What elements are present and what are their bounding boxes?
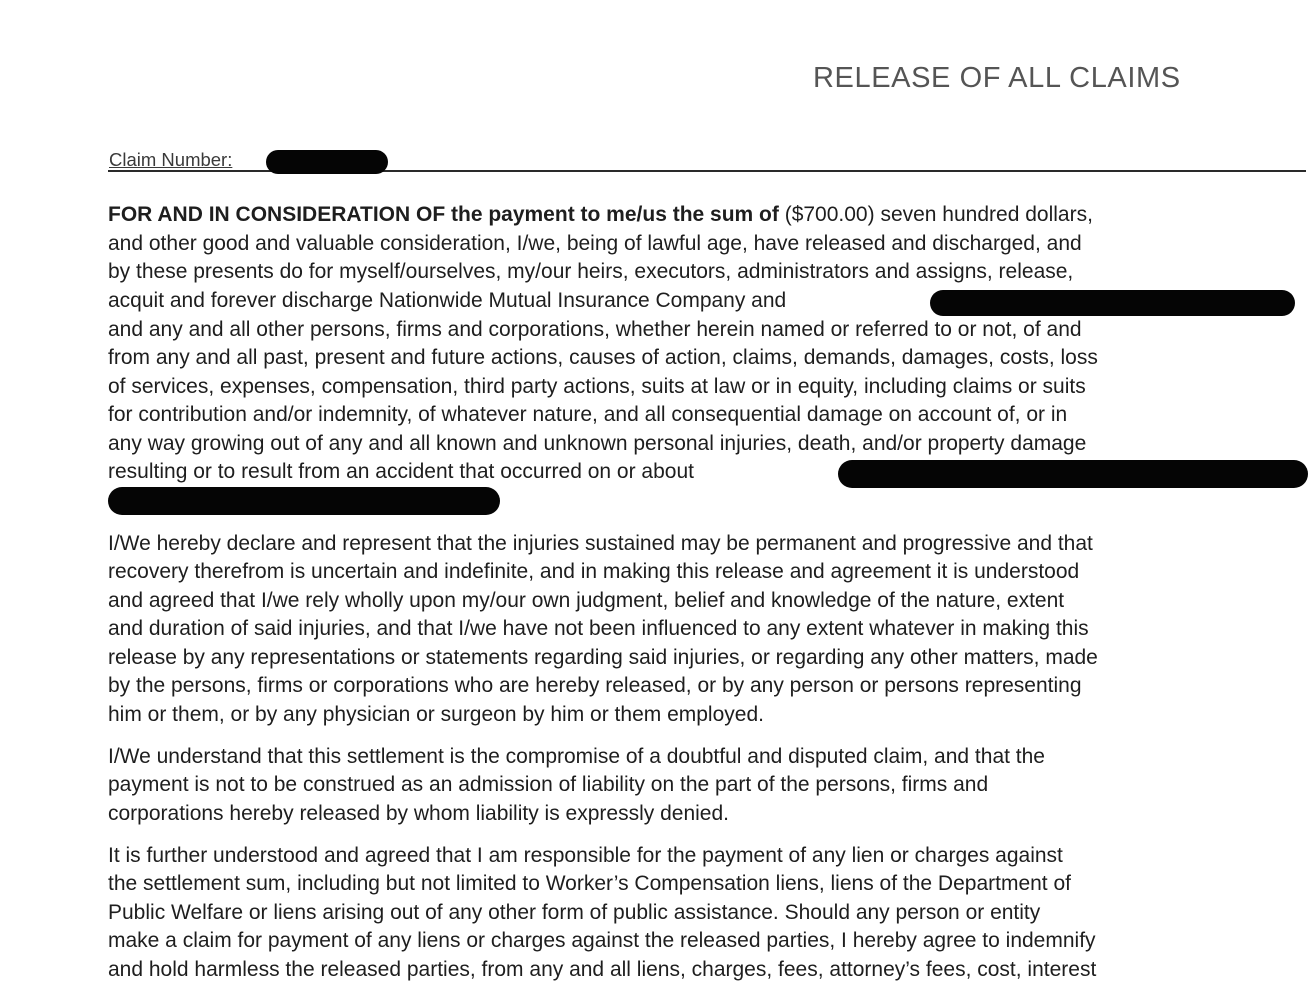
p2-line-6: by the persons, firms or corporations who are hereby released, or by any person or persons representing (108, 674, 1082, 697)
p1-line-1-rest: ($700.00) seven hundred dollars, (778, 203, 1093, 226)
p1-line-1 (108, 201, 1093, 229)
p3-line-3: corporations hereby released by whom liability is expressly denied. (108, 802, 729, 825)
p1-line-10: resulting or to result from an accident that occurred on or about (108, 460, 694, 483)
redaction-released-party (930, 290, 1295, 316)
redaction-accident-location (108, 487, 500, 515)
p3-line-2: payment is not to be construed as an admission of liability on the part of the persons, firms and (108, 773, 989, 796)
p2-line-4: and duration of said injuries, and that I/we have not been influenced to any extent whatever in making this (108, 617, 1089, 640)
p1-bold-lead: FOR AND IN CONSIDERATION OF the payment to me/us the sum of (108, 203, 779, 226)
p4-line-5: and hold harmless the released parties, from any and all liens, charges, fees, attorney’s fees, cost, interest (108, 958, 1097, 981)
p4-line-4: make a claim for payment of any liens or charges against the released parties, I hereby agree to indemnify (108, 929, 1096, 952)
p1-line-5: and any and all other persons, firms and corporations, whether herein named or referred to or not, of and (108, 318, 1082, 341)
claim-number-label: Claim Number: (109, 149, 233, 170)
p1-line-9: any way growing out of any and all known and unknown personal injuries, death, and/or property damage (108, 432, 1087, 455)
p4-line-1: It is further understood and agreed that I am responsible for the payment of any lien or charges against (108, 844, 1063, 867)
redaction-claim-number (266, 150, 388, 174)
p1-line-8: for contribution and/or indemnity, of whatever nature, and all consequential damage on account of, or in (108, 403, 1068, 426)
p1-line-2: and other good and valuable consideration, I/we, being of lawful age, have released and discharged, and (108, 232, 1082, 255)
p4-line-3: Public Welfare or liens arising out of any other form of public assistance. Should any person or entity (108, 901, 1041, 924)
document-title: RELEASE OF ALL CLAIMS (813, 62, 1181, 94)
p2-line-1: I/We hereby declare and represent that the injuries sustained may be permanent and progressive and that (108, 532, 1093, 555)
redaction-accident-date (838, 460, 1308, 488)
p1-line-4: acquit and forever discharge Nationwide Mutual Insurance Company and (108, 289, 787, 312)
p2-line-2: recovery therefrom is uncertain and indefinite, and in making this release and agreement it is understood (108, 560, 1080, 583)
p1-line-7: of services, expenses, compensation, third party actions, suits at law or in equity, including claims or suits (108, 375, 1086, 398)
p1-line-6: from any and all past, present and future actions, causes of action, claims, demands, damages, costs, loss (108, 346, 1098, 369)
p3-line-1: I/We understand that this settlement is the compromise of a doubtful and disputed claim, and that the (108, 745, 1045, 768)
p2-line-7: him or them, or by any physician or surgeon by him or them employed. (108, 703, 764, 726)
p1-line-3: by these presents do for myself/ourselves, my/our heirs, executors, administrators and assigns, release, (108, 260, 1074, 283)
p2-line-5: release by any representations or statements regarding said injuries, or regarding any other matters, made (108, 646, 1098, 669)
p2-line-3: and agreed that I/we rely wholly upon my/our own judgment, belief and knowledge of the nature, extent (108, 589, 1065, 612)
p4-line-2: the settlement sum, including but not limited to Worker’s Compensation liens, liens of the Department of (108, 872, 1071, 895)
